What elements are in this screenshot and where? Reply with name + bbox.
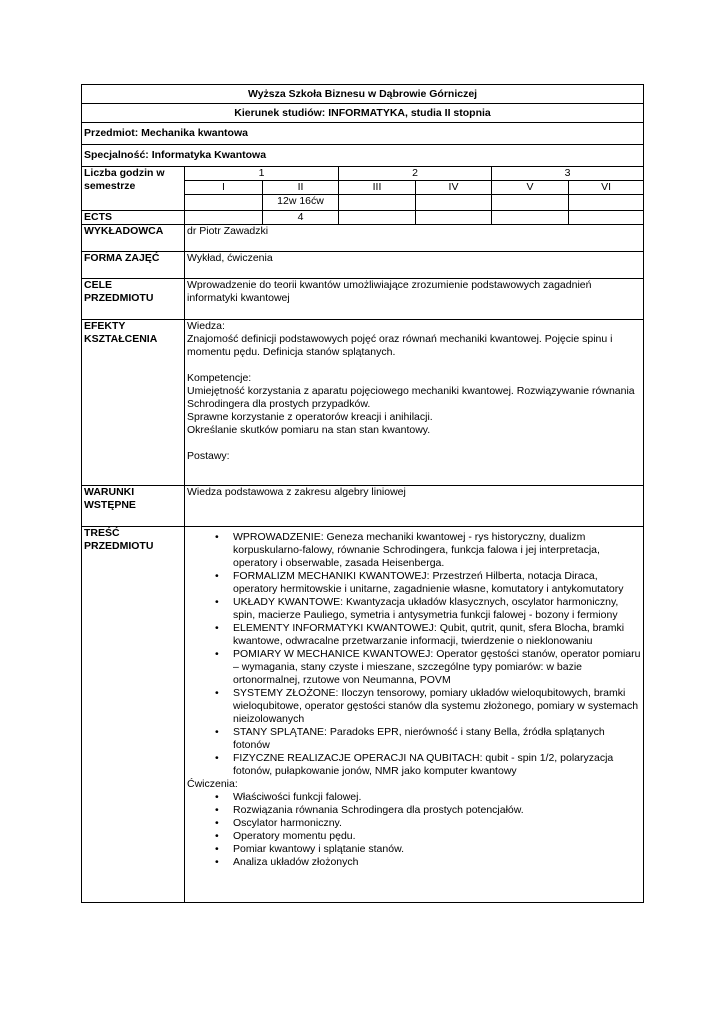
semester-3: III xyxy=(339,181,416,195)
content-value xyxy=(185,527,644,903)
competence-text: Sprawne korzystanie z operatorów kreacji i anihilacji. xyxy=(187,411,433,423)
ects-sem-3 xyxy=(339,211,416,225)
list-item: • Pomiar kwantowy i splątanie stanów. xyxy=(233,843,641,856)
hours-year-row xyxy=(82,167,644,181)
exercises-list xyxy=(187,791,641,869)
ects-sem-1 xyxy=(185,211,263,225)
hours-label: Liczba godzin w semestrze xyxy=(82,167,185,211)
header-row-subject xyxy=(82,123,644,145)
list-item: • Analiza układów złożonych xyxy=(233,856,641,869)
hours-sem-1 xyxy=(185,195,263,211)
semester-5: V xyxy=(492,181,569,195)
lecturer-value: dr Piotr Zawadzki xyxy=(185,225,644,252)
list-item: • ELEMENTY INFORMATYKI KWANTOWEJ: Qubit, qutrit, qunit, sfera Blocha, bramki kwantowe, odwracalne przetwarzanie informacji, twierdzenie o nieklonowaniu xyxy=(233,622,641,648)
list-item: • SYSTEMY ZŁOŻONE: Iloczyn tensorowy, pomiary układów wieloqubitowych, bramki wieloqubitowe, operator gęstości stanów dla systemu złożonego, pomiary w systemach nieizolowanych xyxy=(233,687,641,726)
ects-sem-6 xyxy=(569,211,644,225)
list-item: • UKŁADY KWANTOWE: Kwantyzacja układów klasycznych, oscylator harmoniczny, spin, macierze Pauliego, symetria i antysymetria funkcji falowej - bozony i fermiony xyxy=(233,596,641,622)
hours-sem-2: 12w 16ćw xyxy=(263,195,339,211)
competence-text: Umiejętność korzystania z aparatu pojęciowego mechaniki kwantowej. Rozwiązywanie równania Schrodingera dla prostych przypadków. xyxy=(187,385,635,410)
lecturer-row xyxy=(82,225,644,252)
form-label: FORMA ZAJĘĆ xyxy=(82,252,185,279)
hours-sem-6 xyxy=(569,195,644,211)
hours-sem-4 xyxy=(416,195,492,211)
goals-value: Wprowadzenie do teorii kwantów umożliwiające zrozumienie podstawowych zagadnień informatyki kwantowej xyxy=(185,279,644,320)
field-of-study: Kierunek studiów: INFORMATYKA, studia II stopnia xyxy=(82,104,644,123)
prereq-value: Wiedza podstawowa z zakresu algebry liniowej xyxy=(185,486,644,527)
outcomes-label: EFEKTY KSZTAŁCENIA xyxy=(82,320,185,486)
list-item: • Właściwości funkcji falowej. xyxy=(233,791,641,804)
semester-1: I xyxy=(185,181,263,195)
header-row-specialty xyxy=(82,145,644,167)
ects-sem-2: 4 xyxy=(263,211,339,225)
content-row xyxy=(82,527,644,903)
knowledge-title: Wiedza: xyxy=(187,320,225,332)
specialty-name: Specjalność: Informatyka Kwantowa xyxy=(82,145,644,167)
year-2: 2 xyxy=(339,167,492,181)
outcomes-row xyxy=(82,320,644,486)
list-item: • STANY SPLĄTANE: Paradoks EPR, nierówność i stany Bella, źródła splątanych fotonów xyxy=(233,726,641,752)
semester-6: VI xyxy=(569,181,644,195)
competence-title: Kompetencje: xyxy=(187,372,252,384)
form-value: Wykład, ćwiczenia xyxy=(185,252,644,279)
content-label: TREŚĆ PRZEDMIOTU xyxy=(82,527,185,903)
competence-text: Określanie skutków pomiaru na stan stan kwantowy. xyxy=(187,424,431,436)
ects-sem-4 xyxy=(416,211,492,225)
syllabus-document xyxy=(81,84,643,903)
prereq-row xyxy=(82,486,644,527)
year-3: 3 xyxy=(492,167,644,181)
lecturer-label: WYKŁADOWCA xyxy=(82,225,185,252)
attitudes-title: Postawy: xyxy=(187,450,230,462)
exercises-title: Ćwiczenia: xyxy=(187,778,238,790)
list-item: • Oscylator harmoniczny. xyxy=(233,817,641,830)
outcomes-value xyxy=(185,320,644,486)
topics-list xyxy=(187,531,641,778)
list-item: • WPROWADZENIE: Geneza mechaniki kwantowej - rys historyczny, dualizm korpuskularno-falowy, równanie Schrodingera, funkcja falowa i jej interpretacja, operatory i obserwable, zasada Heisenberga. xyxy=(233,531,641,570)
form-row xyxy=(82,252,644,279)
ects-row xyxy=(82,211,644,225)
goals-row xyxy=(82,279,644,320)
header-row-school xyxy=(82,85,644,104)
year-1: 1 xyxy=(185,167,339,181)
hours-sem-3 xyxy=(339,195,416,211)
goals-label: CELE PRZEDMIOTU xyxy=(82,279,185,320)
knowledge-text: Znajomość definicji podstawowych pojęć oraz równań mechaniki kwantowej. Pojęcie spinu i momentu pędu. Definicja stanów splątanych. xyxy=(187,333,613,358)
list-item: • FORMALIZM MECHANIKI KWANTOWEJ: Przestrzeń Hilberta, notacja Diraca, operatory hermitowskie i unitarne, zagadnienie własne, komutatory i antykomutatory xyxy=(233,570,641,596)
syllabus-table xyxy=(81,84,644,903)
hours-sem-5 xyxy=(492,195,569,211)
ects-label: ECTS xyxy=(82,211,185,225)
list-item: • Rozwiązania równania Schrodingera dla prostych potencjałów. xyxy=(233,804,641,817)
list-item: • Operatory momentu pędu. xyxy=(233,830,641,843)
prereq-label: WARUNKI WSTĘPNE xyxy=(82,486,185,527)
semester-2: II xyxy=(263,181,339,195)
school-name: Wyższa Szkoła Biznesu w Dąbrowie Górniczej xyxy=(82,85,644,104)
semester-4: IV xyxy=(416,181,492,195)
ects-sem-5 xyxy=(492,211,569,225)
list-item: • POMIARY W MECHANICE KWANTOWEJ: Operator gęstości stanów, operator pomiaru – wymagania, stany czyste i mieszane, szczególne typy pomiarów: w bazie ortonormalnej, rzutowe von Neumanna, POVM xyxy=(233,648,641,687)
header-row-field xyxy=(82,104,644,123)
list-item: • FIZYCZNE REALIZACJE OPERACJI NA QUBITACH: qubit - spin 1/2, polaryzacja fotonów, pułapkowanie jonów, NMR jako komputer kwantowy xyxy=(233,752,641,778)
subject-name: Przedmiot: Mechanika kwantowa xyxy=(82,123,644,145)
